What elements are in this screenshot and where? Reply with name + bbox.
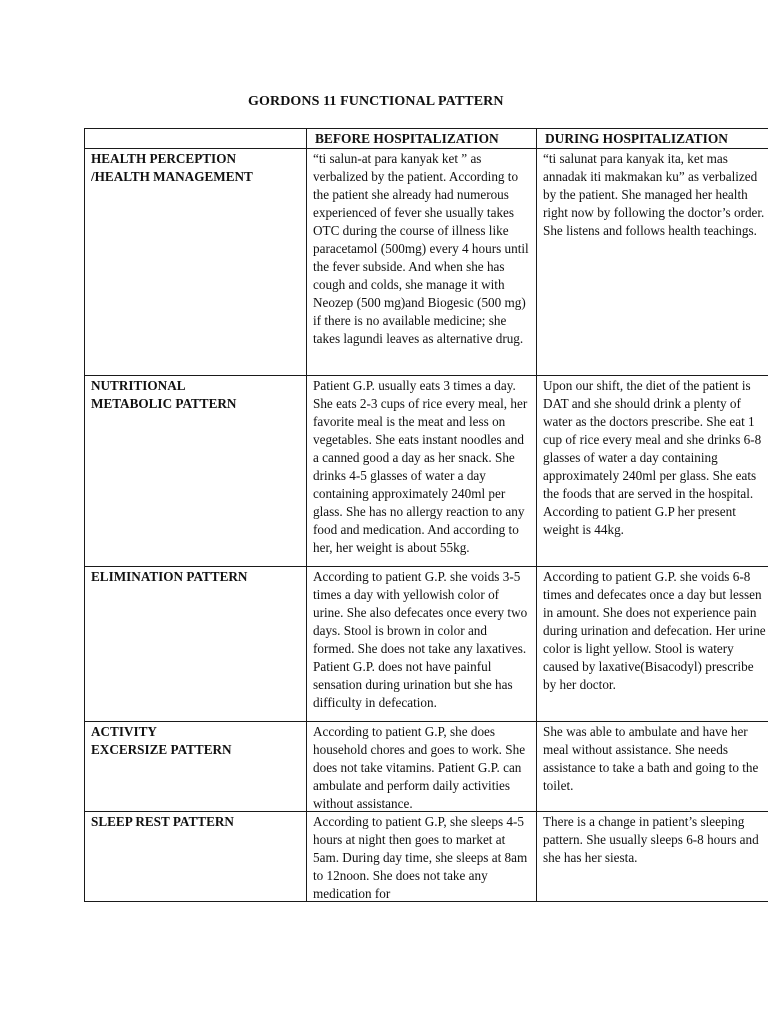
pattern-label: HEALTH PERCEPTION /HEALTH MANAGEMENT — [85, 149, 307, 376]
table-row — [85, 722, 768, 812]
header-during-hospitalization: DURING HOSPITALIZATION — [537, 129, 768, 149]
during-text: “ti salunat para kanyak ita, ket mas annadak iti makmakan ku” as verbalized by the patient. She managed her health right now by following the doctor’s order. She listens and follows health teachings. — [537, 149, 768, 376]
during-text: According to patient G.P. she voids 6-8 times and defecates once a day but lessen in amount. She does not experience pain during urination and defecation. Her urine color is light yellow. Stool is watery caused by laxative(Bisacodyl) prescribe by her doctor. — [537, 567, 768, 722]
pattern-label: ELIMINATION PATTERN — [85, 567, 307, 722]
during-text: Upon our shift, the diet of the patient is DAT and she should drink a plenty of water as the doctors prescribe. She eat 1 cup of rice every meal and she drinks 6-8 glasses of water a day containing approximately 240ml per glass. She eats the foods that are served in the hospital. According to patient G.P her present weight is 44kg. — [537, 376, 768, 567]
pattern-label: SLEEP REST PATTERN — [85, 812, 307, 902]
page-title: GORDONS 11 FUNCTIONAL PATTERN — [248, 94, 504, 109]
before-text: According to patient G.P, she does household chores and goes to work. She does not take vitamins. Patient G.P. can ambulate and perform daily activities without assistance. — [307, 722, 537, 812]
table-row — [85, 149, 768, 376]
table-header-row — [85, 129, 768, 149]
before-text: Patient G.P. usually eats 3 times a day. She eats 2-3 cups of rice every meal, her favorite meal is the meat and less on vegetables. She eats instant noodles and a canned good a day as her snack. She drinks 4-5 glasses of water a day containing approximately 240ml per glass. She has no allergy reaction to any food and medication. And according to her, her weight is about 55kg. — [307, 376, 537, 567]
pattern-label: ACTIVITY EXCERSIZE PATTERN — [85, 722, 307, 812]
table-row — [85, 567, 768, 722]
functional-pattern-table — [84, 128, 768, 902]
table-row — [85, 376, 768, 567]
before-text: “ti salun-at para kanyak ket ” as verbalized by the patient. According to the patient she already had numerous experienced of fever she usually takes OTC during the course of illness like paracetamol (500mg) every 4 hours until the fever subside. And when she has cough and colds, she manage it with Neozep (500 mg)and Biogesic (500 mg) if there is no available medicine; she takes lagundi leaves as alternative drug. — [307, 149, 537, 376]
pattern-label: NUTRITIONAL METABOLIC PATTERN — [85, 376, 307, 567]
before-text: According to patient G.P, she sleeps 4-5 hours at night then goes to market at 5am. During day time, she sleeps at 8am to 12noon. She does not take any medication for — [307, 812, 537, 902]
table-row — [85, 812, 768, 902]
during-text: She was able to ambulate and have her meal without assistance. She needs assistance to take a bath and going to the toilet. — [537, 722, 768, 812]
during-text: There is a change in patient’s sleeping pattern. She usually sleeps 6-8 hours and she has her siesta. — [537, 812, 768, 902]
before-text: According to patient G.P. she voids 3-5 times a day with yellowish color of urine. She also defecates once every two days. Stool is brown in color and formed. She does not take any laxatives. Patient G.P. does not have painful sensation during urination but she has difficulty in defecation. — [307, 567, 537, 722]
header-pattern — [85, 129, 307, 149]
header-before-hospitalization: BEFORE HOSPITALIZATION — [307, 129, 537, 149]
